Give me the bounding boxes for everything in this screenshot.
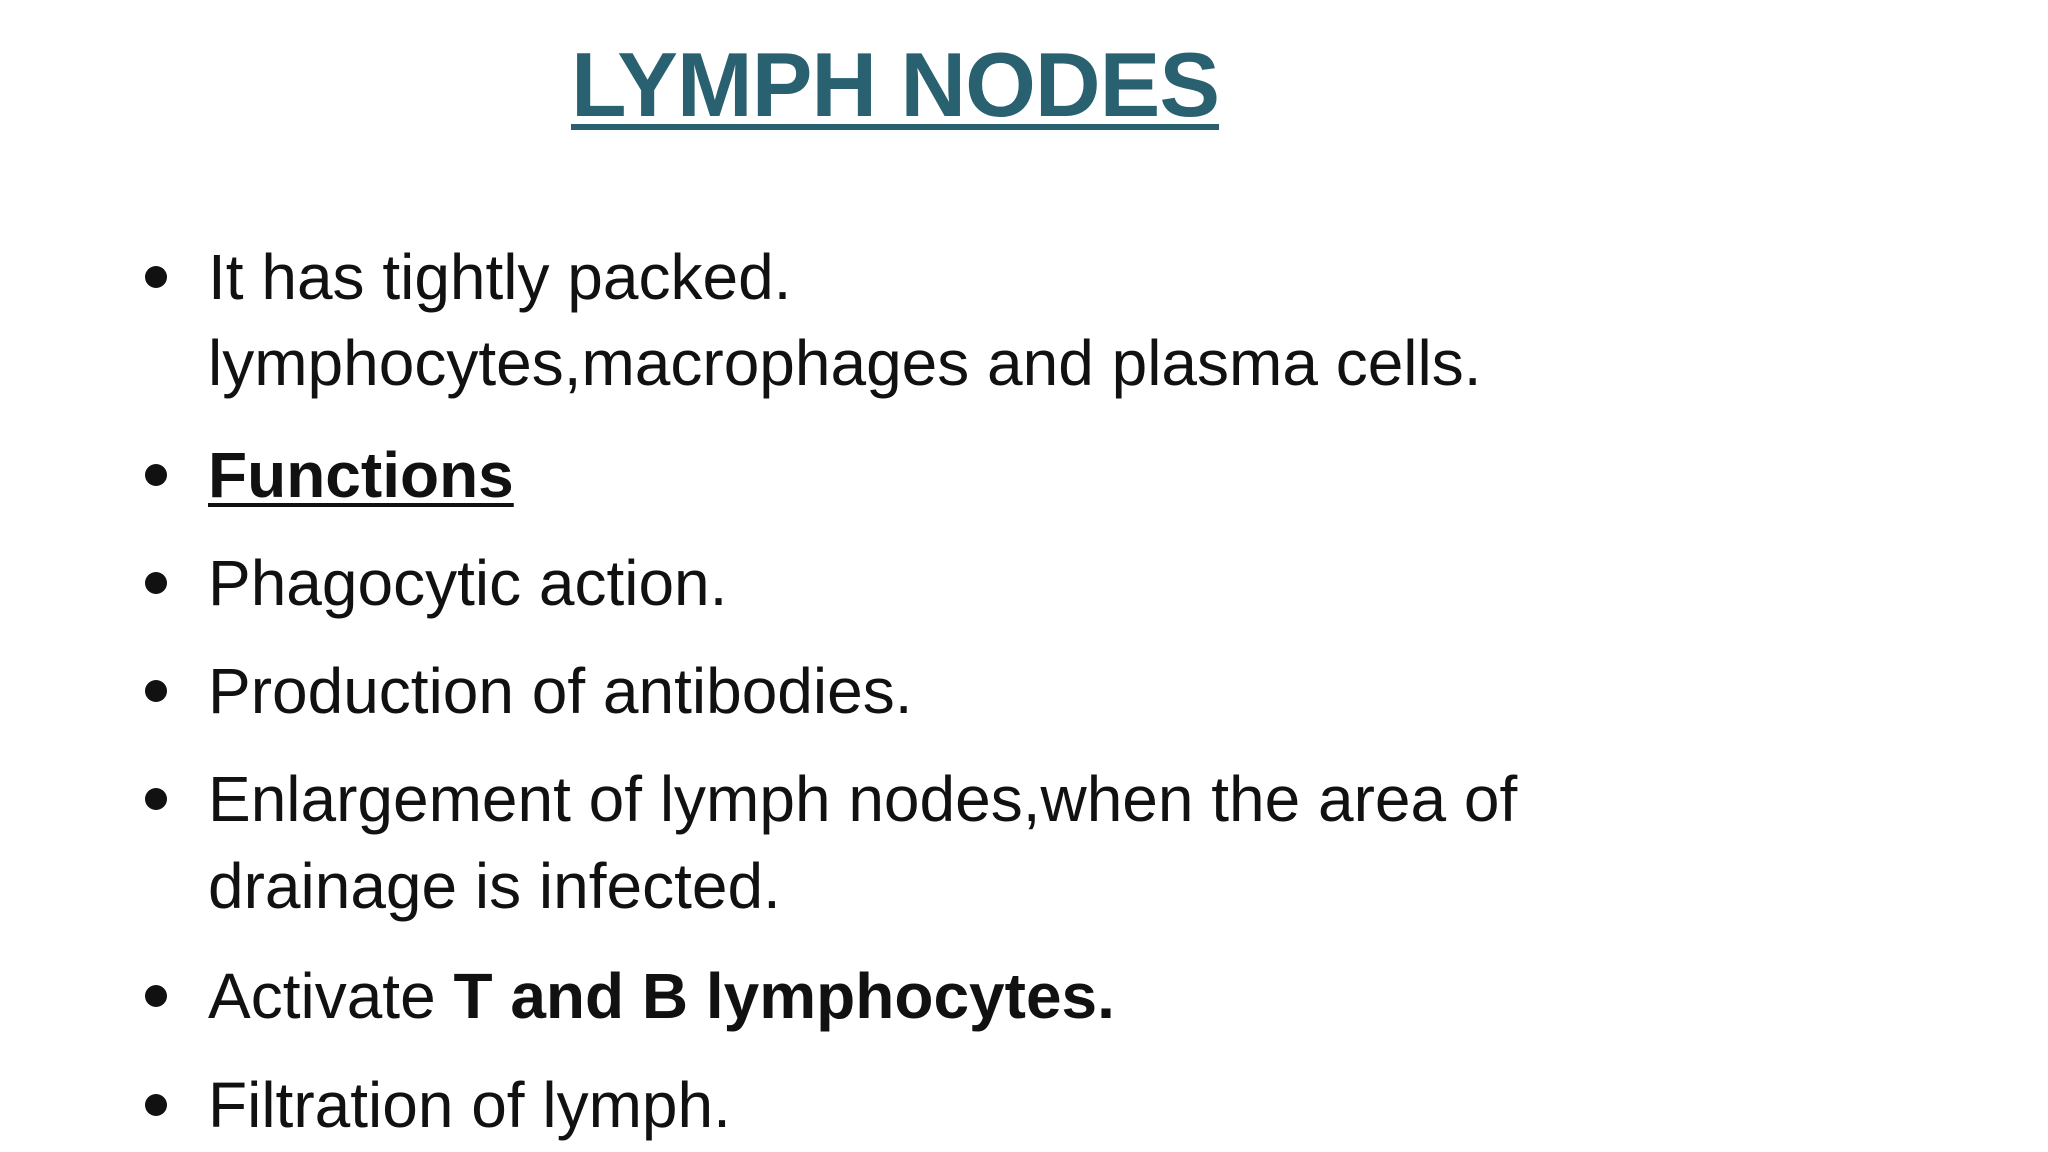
bullet-text: Production of antibodies. <box>208 655 913 727</box>
bullet-dot-icon <box>145 1094 167 1116</box>
bullet-text <box>208 953 1115 1039</box>
bullet-dot-icon <box>145 266 167 288</box>
functions-heading: Functions <box>208 439 514 511</box>
page-title: LYMPH NODES <box>571 35 1220 136</box>
bullet-text-line: lymphocytes,macrophages and plasma cells. <box>208 327 1482 399</box>
bullet-text-line: Enlargement of lymph nodes,when the area of <box>208 763 1518 835</box>
bullet-dot-icon <box>145 788 167 810</box>
bullet-text-line: drainage is infected. <box>208 850 781 922</box>
bullet-text-line: It has tightly packed. <box>208 241 792 313</box>
bullet-text: Phagocytic action. <box>208 547 728 619</box>
bullet-text-bold: T and B lymphocytes. <box>453 960 1115 1032</box>
bullet-dot-icon <box>145 464 167 486</box>
bullet-dot-icon <box>145 985 167 1007</box>
bullet-text: Filtration of lymph. <box>208 1069 731 1141</box>
bullet-dot-icon <box>145 680 167 702</box>
bullet-dot-icon <box>145 572 167 594</box>
bullet-text-prefix: Activate <box>208 960 454 1032</box>
